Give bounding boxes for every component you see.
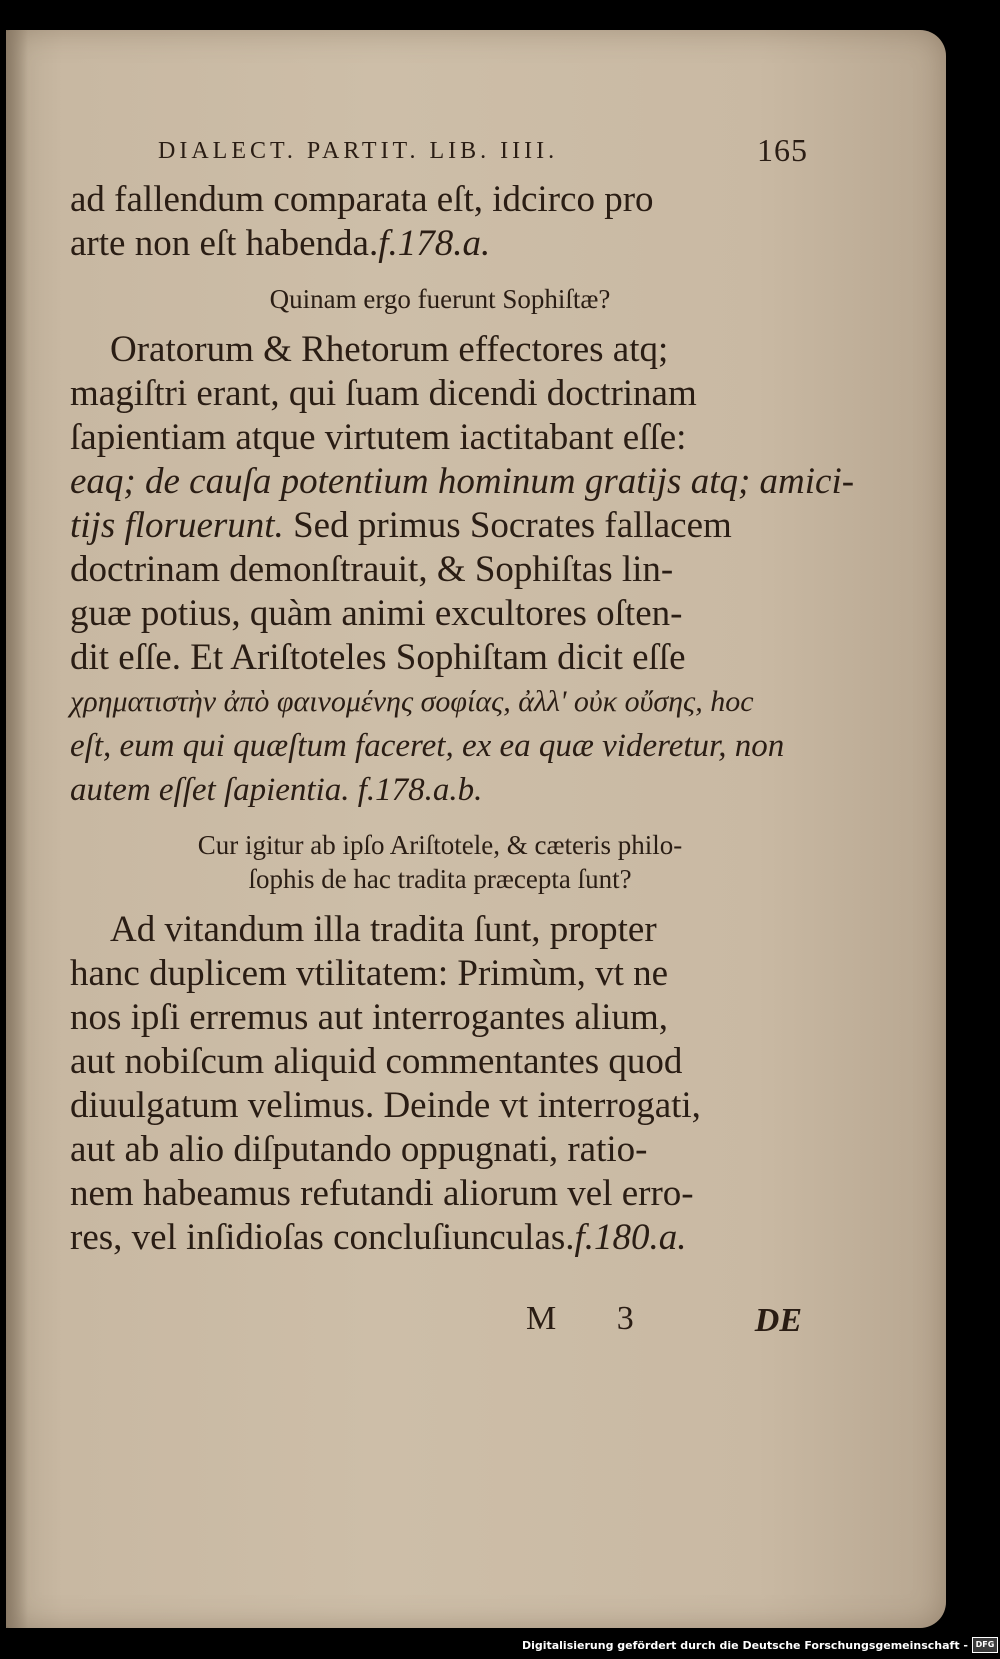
text-line: aut ab alio diſputando oppugnati, ratio- xyxy=(70,1129,648,1170)
text-line: magiſtri erant, qui ſuam dicendi doctrinam xyxy=(70,373,697,414)
text-line: nos ipſi erremus aut interrogantes alium, xyxy=(70,997,669,1038)
text-line: guæ potius, quàm animi excultores oſten- xyxy=(70,593,683,634)
paragraph-2 xyxy=(70,328,855,812)
text-line: eſt, eum qui quæſtum faceret, ex ea quæ videretur, non xyxy=(70,728,785,764)
text-line: arte non eſt habenda.f.178.a. xyxy=(70,223,491,264)
text-line: hanc duplicem vtilitatem: Primùm, vt ne xyxy=(70,953,669,994)
paragraph-1 xyxy=(70,178,810,266)
catchword: DE xyxy=(754,1302,802,1339)
running-head xyxy=(70,130,810,178)
text-line: dit eſſe. Et Ariſtoteles Sophiſtam dicit eſſe xyxy=(70,637,686,678)
text-line: tijs floruerunt. Sed primus Socrates fallacem xyxy=(70,505,732,546)
page-gutter-shadow xyxy=(6,30,28,1628)
folio-reference: f.178.a. xyxy=(378,223,491,264)
credit-text: Digitalisierung gefördert durch die Deutsche Forschungsgemeinschaft - xyxy=(521,1638,968,1652)
text-line: ad fallendum comparata eſt, idcirco pro xyxy=(70,179,654,220)
dfg-logo-icon: DFG xyxy=(972,1637,998,1653)
text-line: eaq; de cauſa potentium hominum gratijs atq; amici- xyxy=(70,461,855,502)
greek-text-line: χρηματιστὴν ἀπὸ φαινομένης σοφίας, ἀλλ' οὐκ οὔσης, hoc xyxy=(70,685,754,718)
signature-mark: M 3 xyxy=(526,1300,660,1337)
text-line: autem eſſet ſapientia. f.178.a.b. xyxy=(70,772,483,808)
paragraph-3 xyxy=(70,908,810,1260)
text-line: aut nobiſcum aliquid commentantes quod xyxy=(70,1041,683,1082)
text-line: Oratorum & Rhetorum effectores atq; xyxy=(110,329,669,370)
text-line: diuulgatum velimus. Deinde vt interrogati, xyxy=(70,1085,701,1126)
page-number: 165 xyxy=(757,132,808,168)
folio-reference: f.180.a. xyxy=(574,1217,687,1258)
text-line: nem habeamus refutandi aliorum vel erro- xyxy=(70,1173,694,1214)
running-head-title: DIALECT. PARTIT. LIB. IIII. xyxy=(158,138,559,164)
text-line: res, vel inſidioſas concluſiunculas.f.180.a. xyxy=(70,1217,687,1258)
question-heading-2: Cur igitur ab ipſo Ariſtotele, & cæteris philo- ſophis de hac tradita præcepta ſunt? xyxy=(197,830,683,894)
text-line: Ad vitandum illa tradita ſunt, propter xyxy=(110,909,657,950)
text-block xyxy=(70,130,855,1360)
text-line: doctrinam demonſtrauit, & Sophiſtas lin- xyxy=(70,549,674,590)
catchword-line xyxy=(70,1300,810,1360)
book-page xyxy=(6,30,946,1628)
text-line: ſapientiam atque virtutem iactitabant eſſe: xyxy=(70,417,687,458)
question-heading-1: Quinam ergo fuerunt Sophiſtæ? xyxy=(269,284,611,314)
digitization-credit xyxy=(522,1635,998,1655)
